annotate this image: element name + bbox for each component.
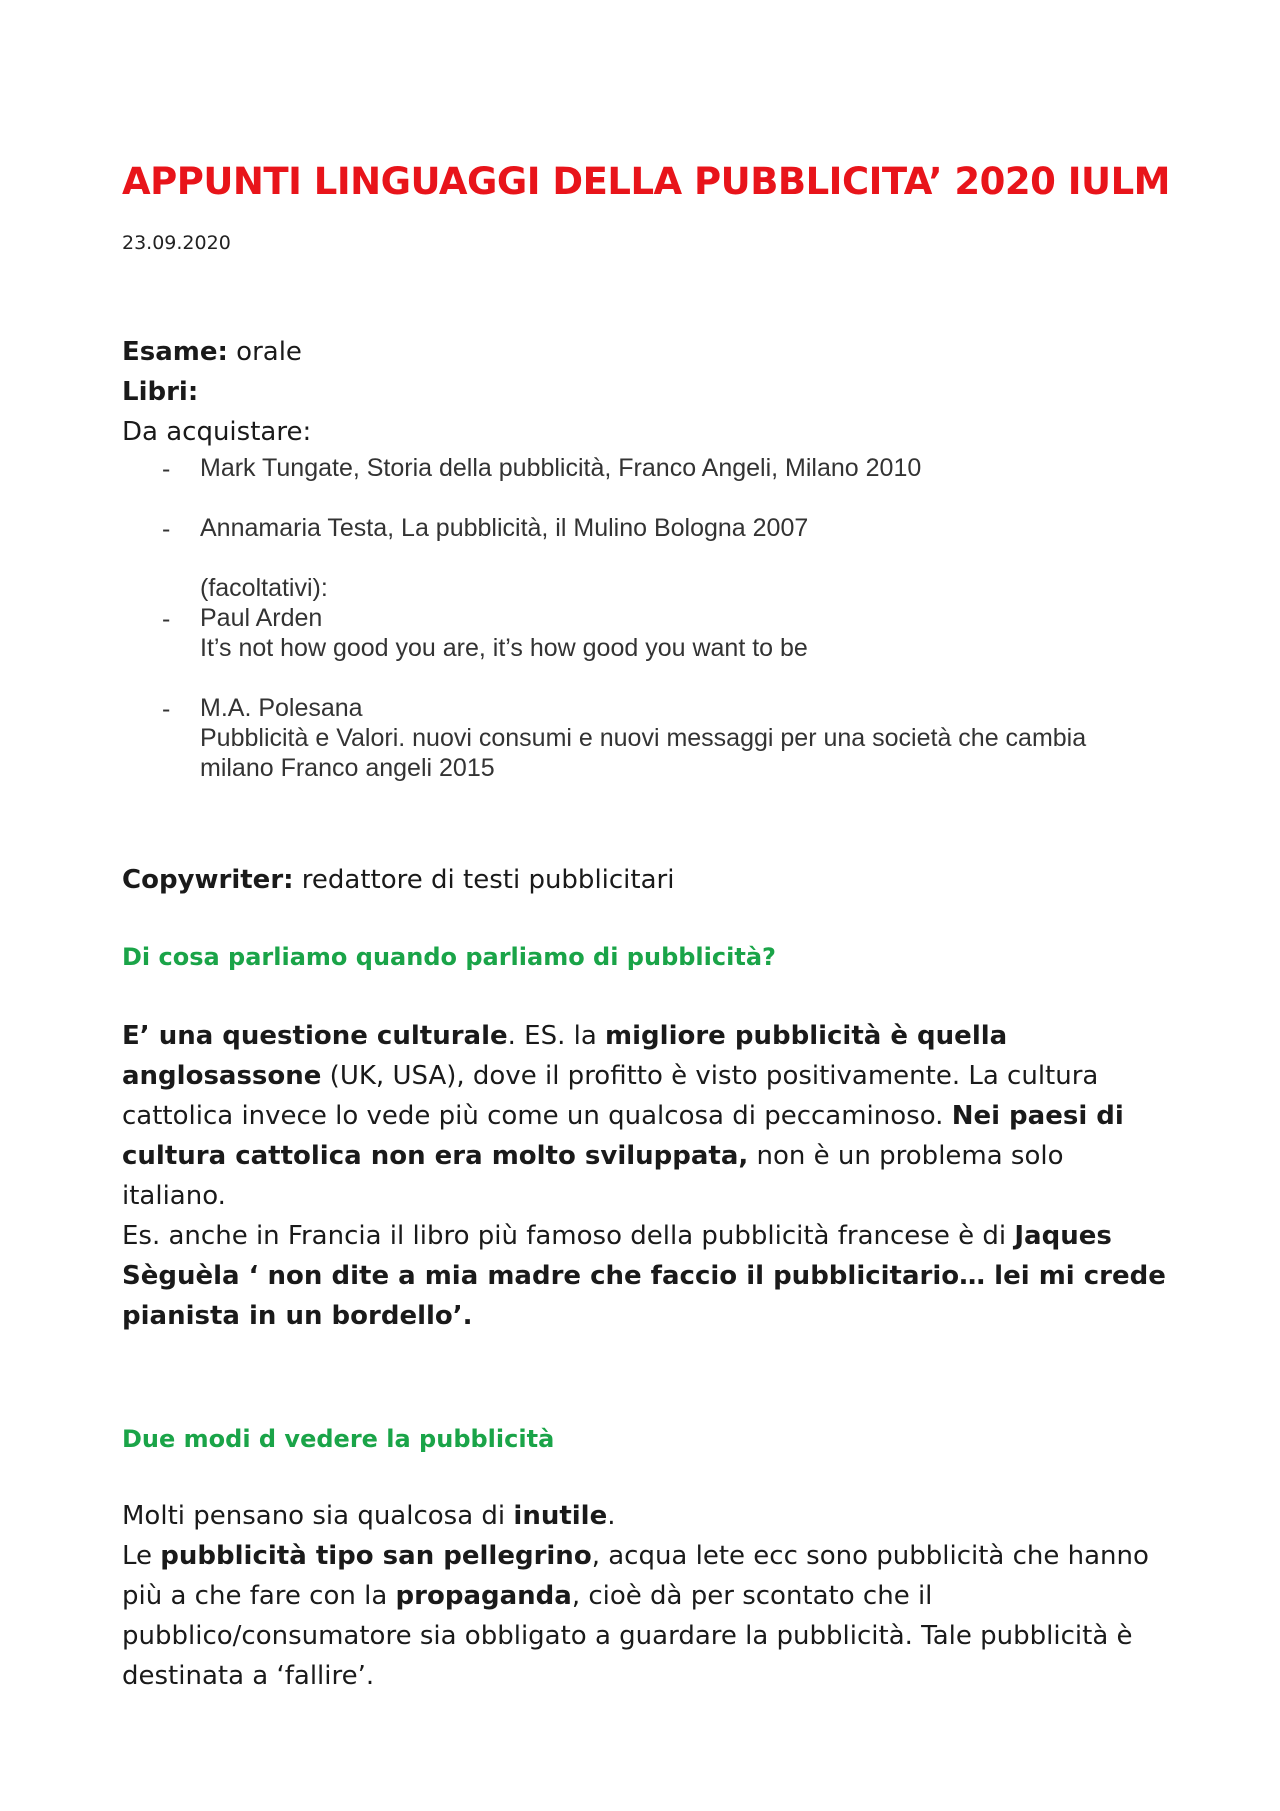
books-label-text: Libri: xyxy=(122,377,199,407)
list-dash: - xyxy=(162,605,171,633)
book-item-4-publisher: milano Franco angeli 2015 xyxy=(200,754,495,782)
exam-line xyxy=(122,332,302,372)
text-run: (UK, USA), dove il profitto è visto positivamente. La cultura cattolica invece lo vede più come un qualcosa di peccaminoso. xyxy=(122,1061,1099,1131)
book-item-1: Mark Tungate, Storia della pubblicità, Franco Angeli, Milano 2010 xyxy=(200,454,922,482)
text-run: migliore pubblicità è quella anglosassone xyxy=(122,1021,1008,1091)
list-dash: - xyxy=(162,455,171,483)
text-run: Le xyxy=(122,1541,161,1571)
text-run: . ES. la xyxy=(507,1021,606,1051)
text-run: non è un problema solo italiano. xyxy=(122,1141,1064,1211)
text-run: E’ una questione culturale xyxy=(122,1021,508,1051)
section2-paragraph-2 xyxy=(122,1536,1172,1696)
document-title: APPUNTI LINGUAGGI DELLA PUBBLICITA’ 2020 IULM xyxy=(122,160,1170,203)
text-run: propaganda xyxy=(395,1581,572,1611)
book-item-3-author: Paul Arden xyxy=(200,604,323,632)
section2-paragraph-1 xyxy=(122,1496,1172,1536)
book-item-4-title: Pubblicità e Valori. nuovi consumi e nuovi messaggi per una società che cambia xyxy=(200,724,1087,752)
text-run: Nei paesi di cultura cattolica non era molto sviluppata, xyxy=(122,1101,1124,1171)
section1-paragraph-2 xyxy=(122,1216,1172,1336)
exam-value: orale xyxy=(227,337,302,367)
book-item-3-title: It’s not how good you are, it’s how good you want to be xyxy=(200,634,808,662)
document-date: 23.09.2020 xyxy=(122,232,231,254)
text-run: Es. anche in Francia il libro più famoso della pubblicità francese è di xyxy=(122,1221,1015,1251)
book-item-4-author: M.A. Polesana xyxy=(200,694,363,722)
text-run: inutile xyxy=(513,1501,608,1531)
list-dash: - xyxy=(162,515,171,543)
text-run: . xyxy=(607,1501,616,1531)
text-run: , cioè dà per scontato che il pubblico/consumatore sia obbligato a guardare la pubblicità. Tale pubblicità è destinata a ‘fallire’. xyxy=(122,1581,1133,1691)
copywriter-label: Copywriter: xyxy=(122,865,294,895)
text-run: , acqua lete ecc sono pubblicità che hanno più a che fare con la xyxy=(122,1541,1149,1611)
copywriter-line xyxy=(122,860,674,900)
text-run: Jaques Sèguèla ‘ non dite a mia madre che faccio il pubblicitario… lei mi crede pianista in un bordello’. xyxy=(122,1221,1166,1331)
book-item-2: Annamaria Testa, La pubblicità, il Mulino Bologna 2007 xyxy=(200,514,809,542)
section-heading-2: Due modi d vedere la pubblicità xyxy=(122,1425,555,1453)
text-run: pubblicità tipo san pellegrino xyxy=(160,1541,592,1571)
exam-label: Esame: xyxy=(122,337,228,367)
list-dash: - xyxy=(162,695,171,723)
books-label xyxy=(122,372,198,412)
section-heading-1: Di cosa parliamo quando parliamo di pubblicità? xyxy=(122,943,776,971)
copywriter-value: redattore di testi pubblicitari xyxy=(293,865,675,895)
buy-label: Da acquistare: xyxy=(122,417,312,447)
section1-paragraph-1 xyxy=(122,1016,1172,1216)
book-optional-label: (facoltativi): xyxy=(200,574,328,602)
text-run: Molti pensano sia qualcosa di xyxy=(122,1501,514,1531)
